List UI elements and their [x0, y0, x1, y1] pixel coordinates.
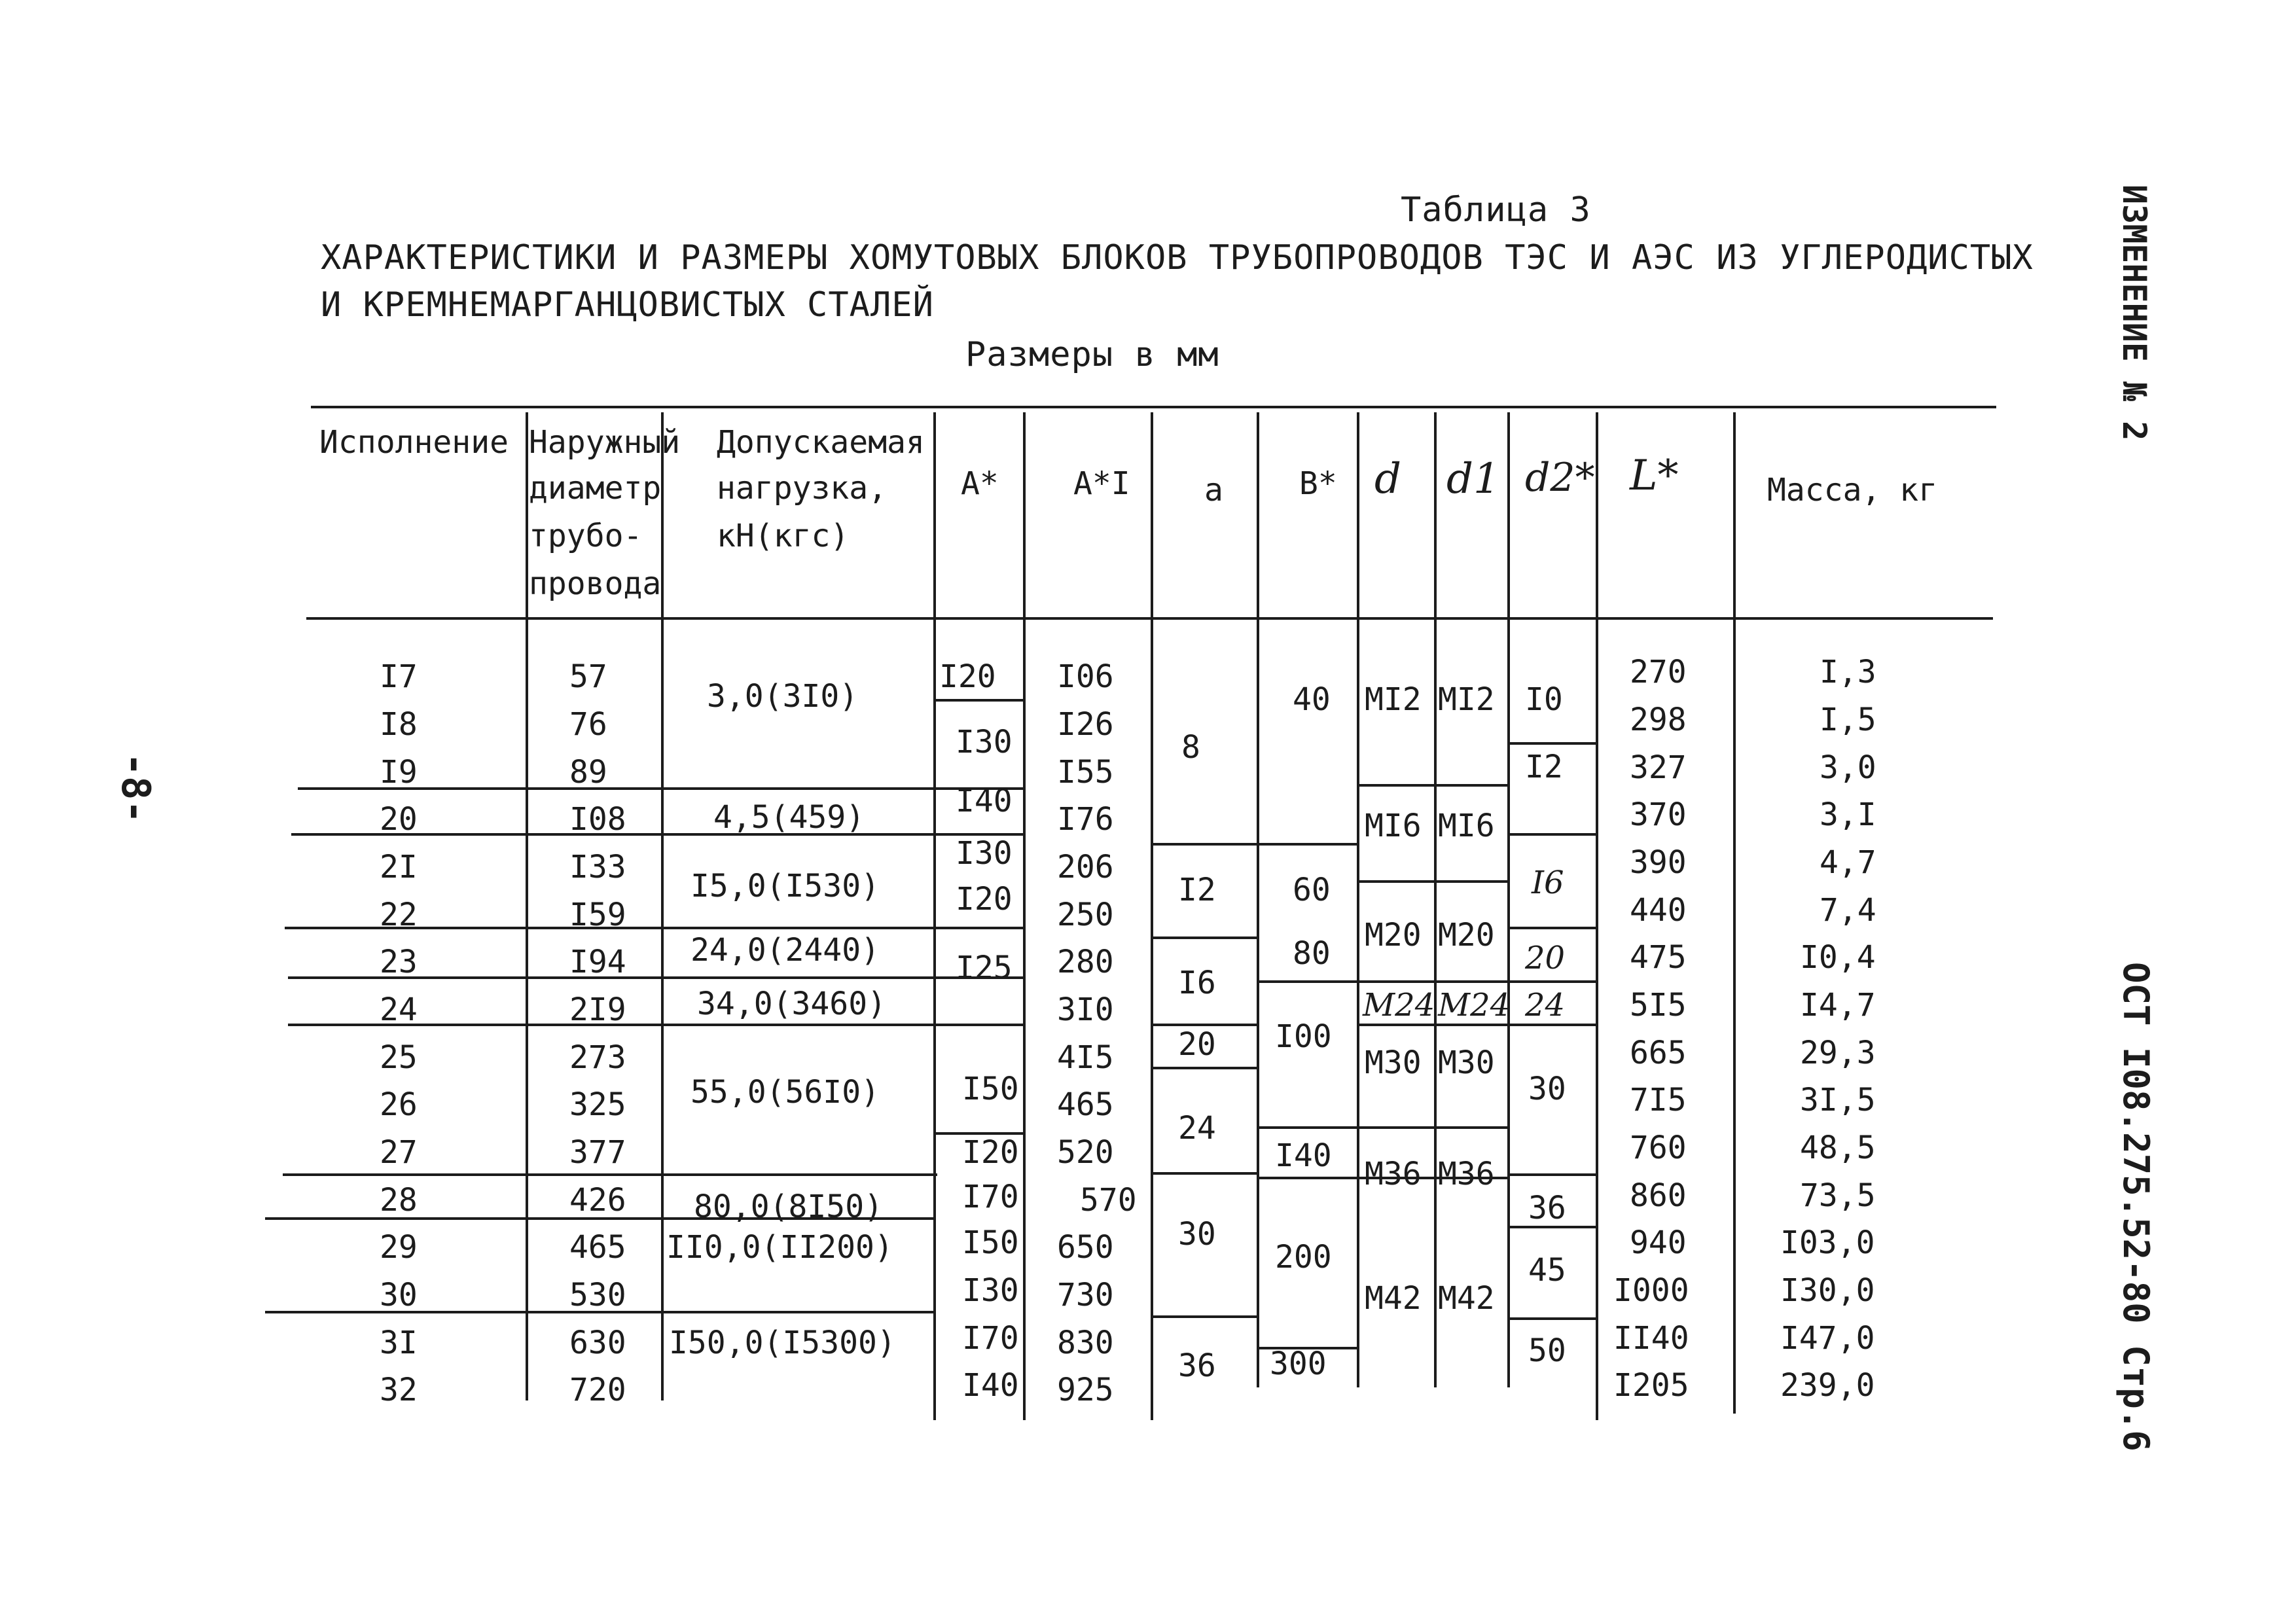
- table-cell-diameter: 325: [569, 1086, 626, 1123]
- table-cell-L: 390: [1630, 844, 1687, 881]
- table-cell-a: 20: [1178, 1026, 1216, 1063]
- table-cell-load: I5,0(I530): [691, 868, 880, 904]
- header-mass: Масса, кг: [1767, 472, 1938, 508]
- table-cell-L: 5I5: [1630, 987, 1687, 1024]
- table-cell-mass: 48,5: [1800, 1130, 1876, 1166]
- table-cell-a: I2: [1178, 872, 1216, 908]
- page-number: -8-: [113, 753, 158, 824]
- table-cell-B: 80: [1293, 935, 1331, 972]
- table-cell-A1: 650: [1057, 1229, 1114, 1266]
- table-cell-diameter: 76: [569, 706, 607, 743]
- side-change-label: ИЗМЕНЕНИЕ № 2: [2115, 185, 2153, 441]
- table-title-line2: И КРЕМНЕМАРГАНЦОВИСТЫХ СТАЛЕЙ: [321, 285, 934, 325]
- table-cell-d1: M36: [1438, 1156, 1495, 1192]
- header-diameter-2: диаметр: [529, 470, 662, 507]
- table-cell-d: M20: [1365, 917, 1422, 954]
- table-cell-a: 30: [1178, 1216, 1216, 1253]
- table-cell-diameter: 465: [569, 1229, 626, 1266]
- table-cell-ispolnenie: 22: [380, 897, 418, 933]
- table-cell-L: 475: [1630, 939, 1687, 976]
- table-cell-mass: I0,4: [1800, 939, 1876, 976]
- table-cell-A: I30: [956, 835, 1013, 872]
- table-cell-A1: 206: [1057, 849, 1114, 885]
- table-cell-L: I000: [1613, 1272, 1689, 1309]
- table-cell-diameter: 377: [569, 1134, 626, 1171]
- table-cell-load: 34,0(3460): [697, 986, 886, 1022]
- table-cell-d2: I0: [1525, 681, 1563, 718]
- table-cell-A1: 280: [1057, 944, 1114, 980]
- table-cell-B: 300: [1270, 1346, 1327, 1382]
- header-diameter-3: трубо-: [529, 518, 643, 554]
- table-cell-a: 8: [1181, 729, 1200, 766]
- header-a: а: [1204, 472, 1223, 508]
- side-doc-label: ОСТ I08.275.52-80 Стр.6: [2115, 962, 2157, 1452]
- header-d: d: [1374, 455, 1401, 503]
- table-cell-load: 4,5(459): [713, 799, 865, 836]
- table-cell-ispolnenie: 30: [380, 1277, 418, 1313]
- table-cell-ispolnenie: I8: [380, 706, 418, 743]
- table-cell-load: II0,0(II200): [666, 1229, 893, 1266]
- table-cell-L: 270: [1630, 654, 1687, 690]
- table-cell-A1: I76: [1057, 801, 1114, 838]
- table-cell-d: MI2: [1365, 681, 1422, 718]
- table-cell-ispolnenie: 32: [380, 1372, 418, 1408]
- table-cell-A: I50: [962, 1071, 1019, 1107]
- table-cell-ispolnenie: 20: [380, 801, 418, 838]
- table-cell-d1: MI2: [1438, 681, 1495, 718]
- table-cell-A1: 4I5: [1057, 1039, 1114, 1076]
- table-cell-A1: 925: [1057, 1372, 1114, 1408]
- table-cell-mass: I,5: [1820, 702, 1876, 738]
- table-cell-B: 60: [1293, 872, 1331, 908]
- table-cell-d2: I6: [1532, 865, 1564, 901]
- header-d2: d2*: [1525, 455, 1595, 501]
- table-cell-diameter: 720: [569, 1372, 626, 1408]
- table-cell-A1: 3I0: [1057, 991, 1114, 1028]
- table-cell-load: 55,0(56I0): [691, 1074, 880, 1111]
- header-A: А*: [961, 465, 999, 502]
- table-cell-B: I00: [1275, 1018, 1332, 1055]
- table-cell-mass: 73,5: [1800, 1177, 1876, 1214]
- table-cell-d: MI6: [1365, 808, 1422, 844]
- table-cell-A1: 465: [1057, 1086, 1114, 1123]
- table-cell-d: M36: [1365, 1156, 1422, 1192]
- table-cell-L: 760: [1630, 1130, 1687, 1166]
- table-cell-L: 7I5: [1630, 1082, 1687, 1118]
- table-cell-diameter: 630: [569, 1325, 626, 1361]
- table-cell-mass: I03,0: [1780, 1224, 1875, 1261]
- table-cell-d: M24: [1363, 987, 1435, 1024]
- table-cell-A1: 730: [1057, 1277, 1114, 1313]
- table-cell-diameter: I08: [569, 801, 626, 838]
- table-cell-diameter: 273: [569, 1039, 626, 1076]
- table-cell-mass: 3,0: [1820, 749, 1876, 786]
- table-title-line1: ХАРАКТЕРИСТИКИ И РАЗМЕРЫ ХОМУТОВЫХ БЛОКОВ ТРУБОПРОВОДОВ ТЭС И АЭС ИЗ УГЛЕРОДИСТЫХ: [321, 238, 2034, 277]
- table-cell-L: 440: [1630, 892, 1687, 929]
- table-cell-L: 860: [1630, 1177, 1687, 1214]
- table-cell-a: I6: [1178, 965, 1216, 1001]
- table-cell-mass: 7,4: [1820, 892, 1876, 929]
- header-d1: d1: [1446, 455, 1500, 503]
- table-cell-diameter: 2I9: [569, 991, 626, 1028]
- table-cell-a: 24: [1178, 1110, 1216, 1147]
- table-cell-d1: M20: [1438, 917, 1495, 954]
- units-note: Размеры в мм: [965, 335, 1219, 374]
- table-cell-mass: 239,0: [1780, 1367, 1875, 1404]
- table-cell-d: M30: [1365, 1044, 1422, 1081]
- table-cell-mass: I4,7: [1800, 987, 1876, 1024]
- table-cell-A1: 830: [1057, 1325, 1114, 1361]
- table-cell-A1: 520: [1057, 1134, 1114, 1171]
- table-cell-d: M42: [1365, 1280, 1422, 1317]
- table-cell-load: 80,0(8I50): [694, 1188, 883, 1225]
- table-cell-A: I20: [939, 658, 996, 695]
- table-cell-mass: 4,7: [1820, 844, 1876, 881]
- table-cell-load: I50,0(I5300): [669, 1325, 896, 1361]
- table-cell-A: I25: [956, 950, 1013, 986]
- table-cell-d1: M24: [1438, 987, 1511, 1024]
- table-cell-diameter: 89: [569, 754, 607, 791]
- table-cell-d2: 50: [1528, 1332, 1566, 1369]
- header-A1: А*I: [1073, 465, 1130, 502]
- header-B: В*: [1299, 465, 1337, 502]
- header-load-2: нагрузка,: [717, 470, 888, 507]
- table-cell-ispolnenie: 28: [380, 1182, 418, 1219]
- header-load-3: кН(кгс): [717, 518, 850, 554]
- table-cell-d2: 30: [1528, 1071, 1566, 1107]
- table-cell-L: I205: [1613, 1367, 1689, 1404]
- table-cell-A: I40: [962, 1367, 1019, 1404]
- table-cell-ispolnenie: 26: [380, 1086, 418, 1123]
- table-cell-A1: 570: [1080, 1182, 1137, 1219]
- table-cell-A: I30: [962, 1272, 1019, 1309]
- table-cell-load: 3,0(3I0): [707, 678, 859, 715]
- table-cell-ispolnenie: 25: [380, 1039, 418, 1076]
- table-cell-L: II40: [1613, 1320, 1689, 1357]
- table-cell-ispolnenie: 27: [380, 1134, 418, 1171]
- table-caption: Таблица 3: [1401, 190, 1591, 230]
- table-cell-diameter: 426: [569, 1182, 626, 1219]
- table-cell-A: I70: [962, 1179, 1019, 1215]
- table-cell-mass: 29,3: [1800, 1035, 1876, 1071]
- table-cell-B: 40: [1293, 681, 1331, 718]
- table-cell-L: 940: [1630, 1224, 1687, 1261]
- table-cell-diameter: I33: [569, 849, 626, 885]
- table-cell-diameter: I59: [569, 897, 626, 933]
- table-cell-A: I70: [962, 1320, 1019, 1357]
- table-cell-ispolnenie: 29: [380, 1229, 418, 1266]
- table-cell-diameter: I94: [569, 944, 626, 980]
- table-cell-diameter: 57: [569, 658, 607, 695]
- table-cell-A: I30: [956, 724, 1013, 760]
- header-L: L*: [1630, 452, 1679, 500]
- table-cell-ispolnenie: 2I: [380, 849, 418, 885]
- table-cell-mass: I30,0: [1780, 1272, 1875, 1309]
- table-cell-ispolnenie: 24: [380, 991, 418, 1028]
- header-ispolnenie: Исполнение: [319, 424, 509, 461]
- table-cell-d2: 45: [1528, 1252, 1566, 1289]
- table-cell-mass: 3I,5: [1800, 1082, 1876, 1118]
- table-cell-B: I40: [1275, 1137, 1332, 1174]
- table-cell-mass: I47,0: [1780, 1320, 1875, 1357]
- table-cell-load: 24,0(2440): [691, 932, 880, 969]
- header-diameter-1: Наружный: [529, 424, 681, 461]
- table-cell-d1: M30: [1438, 1044, 1495, 1081]
- table-cell-A: I50: [962, 1224, 1019, 1261]
- table-cell-L: 327: [1630, 749, 1687, 786]
- table-cell-diameter: 530: [569, 1277, 626, 1313]
- header-load-1: Допускаемая: [717, 424, 925, 461]
- table-cell-d2: 20: [1525, 940, 1566, 976]
- header-diameter-4: провода: [529, 565, 662, 602]
- table-cell-A: I20: [962, 1134, 1019, 1171]
- table-cell-d1: M42: [1438, 1280, 1495, 1317]
- table-cell-A1: I55: [1057, 754, 1114, 791]
- table-cell-d2: I2: [1525, 749, 1563, 785]
- table-cell-d2: 36: [1528, 1190, 1566, 1226]
- table-cell-ispolnenie: I7: [380, 658, 418, 695]
- table-cell-a: 36: [1178, 1347, 1216, 1384]
- table-cell-d2: 24: [1525, 987, 1566, 1024]
- table-cell-ispolnenie: I9: [380, 754, 418, 791]
- table-cell-A: I40: [956, 783, 1013, 819]
- table-cell-ispolnenie: 3I: [380, 1325, 418, 1361]
- table-cell-A1: I26: [1057, 706, 1114, 743]
- table-cell-ispolnenie: 23: [380, 944, 418, 980]
- table-cell-mass: I,3: [1820, 654, 1876, 690]
- table-cell-d1: MI6: [1438, 808, 1495, 844]
- table-cell-L: 665: [1630, 1035, 1687, 1071]
- table-cell-L: 298: [1630, 702, 1687, 738]
- table-cell-B: 200: [1275, 1239, 1332, 1275]
- table-cell-A1: 250: [1057, 897, 1114, 933]
- table-cell-mass: 3,I: [1820, 796, 1876, 833]
- table-cell-L: 370: [1630, 796, 1687, 833]
- table-cell-A1: I06: [1057, 658, 1114, 695]
- table-cell-A: I20: [956, 881, 1013, 918]
